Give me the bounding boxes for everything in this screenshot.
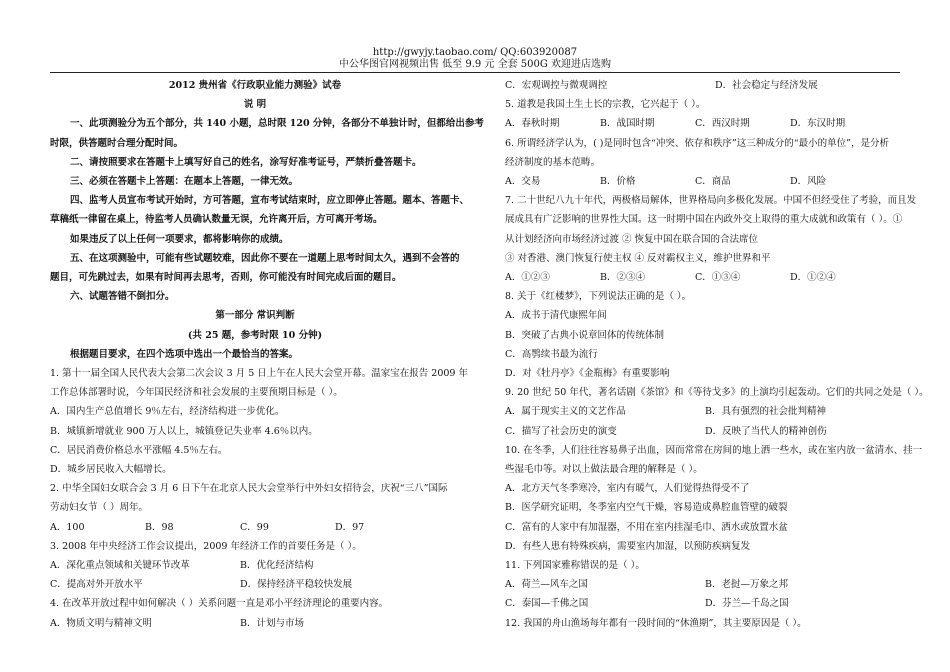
options-row [505, 422, 945, 441]
option: C．高鹗续书最为流行 [505, 348, 598, 360]
option: D．反映了当代人的精神创伤 [705, 425, 827, 437]
option: A．深化重点领域和关键环节改革 [50, 560, 190, 572]
option: C．提高对外开放水平 [50, 579, 143, 591]
option: C．描写了社会历史的演变 [505, 425, 617, 437]
option: D．东汉时期 [790, 118, 846, 130]
option: D．保持经济平稳较快发展 [240, 579, 353, 591]
intro-line: 草稿纸一律留在桌上，待监考人员确认数量无误，允许离开后，方可离开考场。 [50, 214, 383, 226]
question-10: 10. 在冬季，人们往往容易鼻子出血，因而常常在房间的地上洒一些水，或在室内放一盆清水、挂一 [505, 444, 923, 456]
options-row [505, 114, 945, 133]
intro-line: 时限，供答题时合理分配时间。 [50, 137, 184, 149]
intro-line: 三、必须在答题卡上答题：在题本上答题，一律无效。 [70, 176, 299, 188]
option: D．对《牡丹亭》《金瓶梅》有重要影响 [505, 368, 670, 380]
intro-line: 如果违反了以上任何一项要求，都将影响你的成绩。 [70, 233, 289, 245]
question-10-cont: 些湿毛巾等。对以上做法最合理的解释是（ ）。 [505, 464, 703, 476]
question-11: 11. 下列国家雅称错误的是（ ）。 [505, 560, 645, 572]
option: B．具有强烈的社会批判精神 [705, 406, 826, 418]
option: D．97 [335, 521, 365, 533]
option: B．价格 [600, 176, 636, 188]
option: D．有些人患有特殊疾病，需要室内加湿，以预防疾病复发 [505, 540, 751, 552]
question-7-cont: ③ 对香港、澳门恢复行使主权 ④ 反对霸权主义，维护世界和平 [505, 252, 771, 264]
exam-title: 2012 贵州省《行政职业能力测验》试卷 [168, 80, 342, 91]
option: B．战国时期 [600, 118, 655, 130]
instructions-heading: 说 明 [243, 99, 267, 111]
question-8: 8. 关于《红楼梦》，下列说法正确的是（ ）。 [505, 291, 692, 303]
options-row [505, 594, 945, 613]
question-12: 12. 我国的舟山渔场每年都有一段时间的“休渔期”，其主要原因是（ ）。 [505, 617, 807, 629]
intro-line: 题目，可先跳过去，如果有时间再去思考，否则，你可能没有时间完成后面的题目。 [50, 272, 402, 284]
option: A．物质文明与精神文明 [50, 617, 152, 629]
option: A．春秋时期 [505, 118, 560, 130]
question-6-cont: 经济制度的基本范畴。 [505, 156, 601, 168]
option: C．西汉时期 [695, 118, 750, 130]
question-1: 1. 第十一届全国人民代表大会第二次会议 3 月 5 日上午在人民大会堂开幕。温家宝在报告 2009 年 [50, 368, 468, 380]
question-2-cont: 劳动妇女节（ ）周年。 [50, 502, 149, 514]
question-6: 6. 所谓经济学认为，( )是同时包含“冲突、依存和秩序”这三种成分的“最小的单位”，是分析 [505, 137, 889, 149]
option: B．计划与市场 [240, 617, 304, 629]
option: C．商品 [695, 176, 731, 188]
question-7-cont: 展成具有广泛影响的世界性大国。这一时期中国在内政外交上取得的重大成就和政策有（ ）。① [505, 214, 903, 226]
question-3: 3. 2008 年中央经济工作会议提出，2009 年经济工作的首要任务是（ ）。 [50, 540, 362, 552]
question-7: 7. 二十世纪八九十年代，两极格局解体，世界格局向多极化发展。中国不但经受住了考验，而且发 [505, 195, 917, 207]
option: D．①②④ [790, 272, 836, 284]
part-title: 第一部分 常识判断 [215, 310, 295, 322]
option: B．老挝—万象之邦 [705, 579, 788, 591]
options-row [50, 556, 460, 575]
shop-promo-line: 中公华图官网视频出售 低至 9.9 元 全套 500G 欢迎进店选购 [338, 59, 612, 70]
options-row [505, 575, 945, 594]
options-row [505, 76, 945, 95]
shop-url-line: http://gwyjy.taobao.com/ QQ:603920087 [372, 47, 578, 58]
option: B．城镇新增就业 900 万人以上，城镇登记失业率 4.6％以内。 [50, 425, 318, 437]
option: A．100 [50, 521, 85, 533]
options-row [50, 614, 460, 633]
option: B．医学研究证明，冬季室内空气干燥，容易造成鼻腔血管壁的破裂 [505, 502, 788, 514]
option: C．居民消费价格总水平涨幅 4.5％左右。 [50, 444, 228, 456]
options-row [505, 172, 945, 191]
options-row [50, 518, 460, 537]
intro-line: 四、监考人员宣布考试开始时，方可答题，宣布考试结束时，应立即停止答题。题本、答题卡、 [70, 195, 470, 207]
option: B．突破了古典小说章回体的传统体制 [505, 329, 664, 341]
question-5: 5. 道教是我国土生土长的宗教，它兴起于（ ）。 [505, 99, 706, 111]
options-row [505, 402, 945, 421]
question-2: 2. 中华全国妇女联合会 3 月 6 日下午在北京人民大会堂举行中外妇女招待会，庆祝“三八”国际 [50, 483, 448, 495]
option: C．①③④ [695, 272, 741, 284]
option: B．98 [145, 521, 174, 533]
intro-line: 五、在这项测验中，可能有些试题较难，因此你不要在一道题上思考时间太久，遇到不会答的 [70, 252, 460, 264]
option: D．社会稳定与经济发展 [715, 80, 818, 91]
option: B．优化经济结构 [240, 560, 314, 572]
option: A．交易 [505, 176, 541, 188]
option: D．城乡居民收入大幅增长。 [50, 464, 172, 476]
option: A．荷兰—风车之国 [505, 579, 588, 591]
option: D．芬兰—千岛之国 [705, 598, 789, 610]
option: C．泰国—千佛之国 [505, 598, 589, 610]
question-1-cont: 工作总体部署时说，今年国民经济和社会发展的主要预期目标是（ ）。 [50, 387, 343, 399]
question-4: 4. 在改革开放过程中如何解决（ ）关系问题一直是邓小平经济理论的重要内容。 [50, 598, 389, 610]
options-row [505, 268, 945, 287]
option: A．国内生产总值增长 9％左右，经济结构进一步优化。 [50, 406, 285, 418]
option: C．富有的人家中有加湿器，不用在室内挂湿毛巾、洒水或放置水盆 [505, 521, 788, 533]
option: C．宏观调控与微观调控 [505, 80, 608, 91]
option: A．属于现实主义的文艺作品 [505, 406, 626, 418]
option: A．①②③ [505, 272, 550, 284]
option: A．北方天气冬季寒冷，室内有暖气，人们觉得热得受不了 [505, 483, 750, 495]
intro-line: 一、此项测验分为五个部分，共 140 小题，总时限 120 分钟，各部分不单独计时，但都给出参考 [70, 118, 484, 130]
question-9: 9. 20 世纪 50 年代，著名话剧《茶馆》和《等待戈多》的上演均引起轰动。它们的共同之处是（ ）。 [505, 387, 929, 399]
option: D．风险 [790, 176, 827, 188]
part-instruction: 根据题目要求，在四个选项中选出一个最恰当的答案。 [70, 348, 299, 360]
options-row [50, 575, 460, 594]
option: A．成书于清代康熙年间 [505, 310, 607, 322]
page-header [0, 47, 950, 71]
option: B．②③④ [600, 272, 645, 284]
option: C．99 [240, 521, 269, 533]
intro-line: 六、试题答错不倒扣分。 [70, 291, 175, 303]
part-subtitle: (共 25 题，参考时限 10 分钟) [187, 329, 323, 341]
right-column [505, 76, 945, 633]
intro-line: 二、请按照要求在答题卡上填写好自己的姓名，涂写好准考证号，严禁折叠答题卡。 [70, 156, 422, 168]
question-7-cont: 从计划经济向市场经济过渡 ② 恢复中国在联合国的合法席位 [505, 233, 759, 245]
header-divider [50, 72, 900, 73]
left-column [50, 76, 484, 633]
